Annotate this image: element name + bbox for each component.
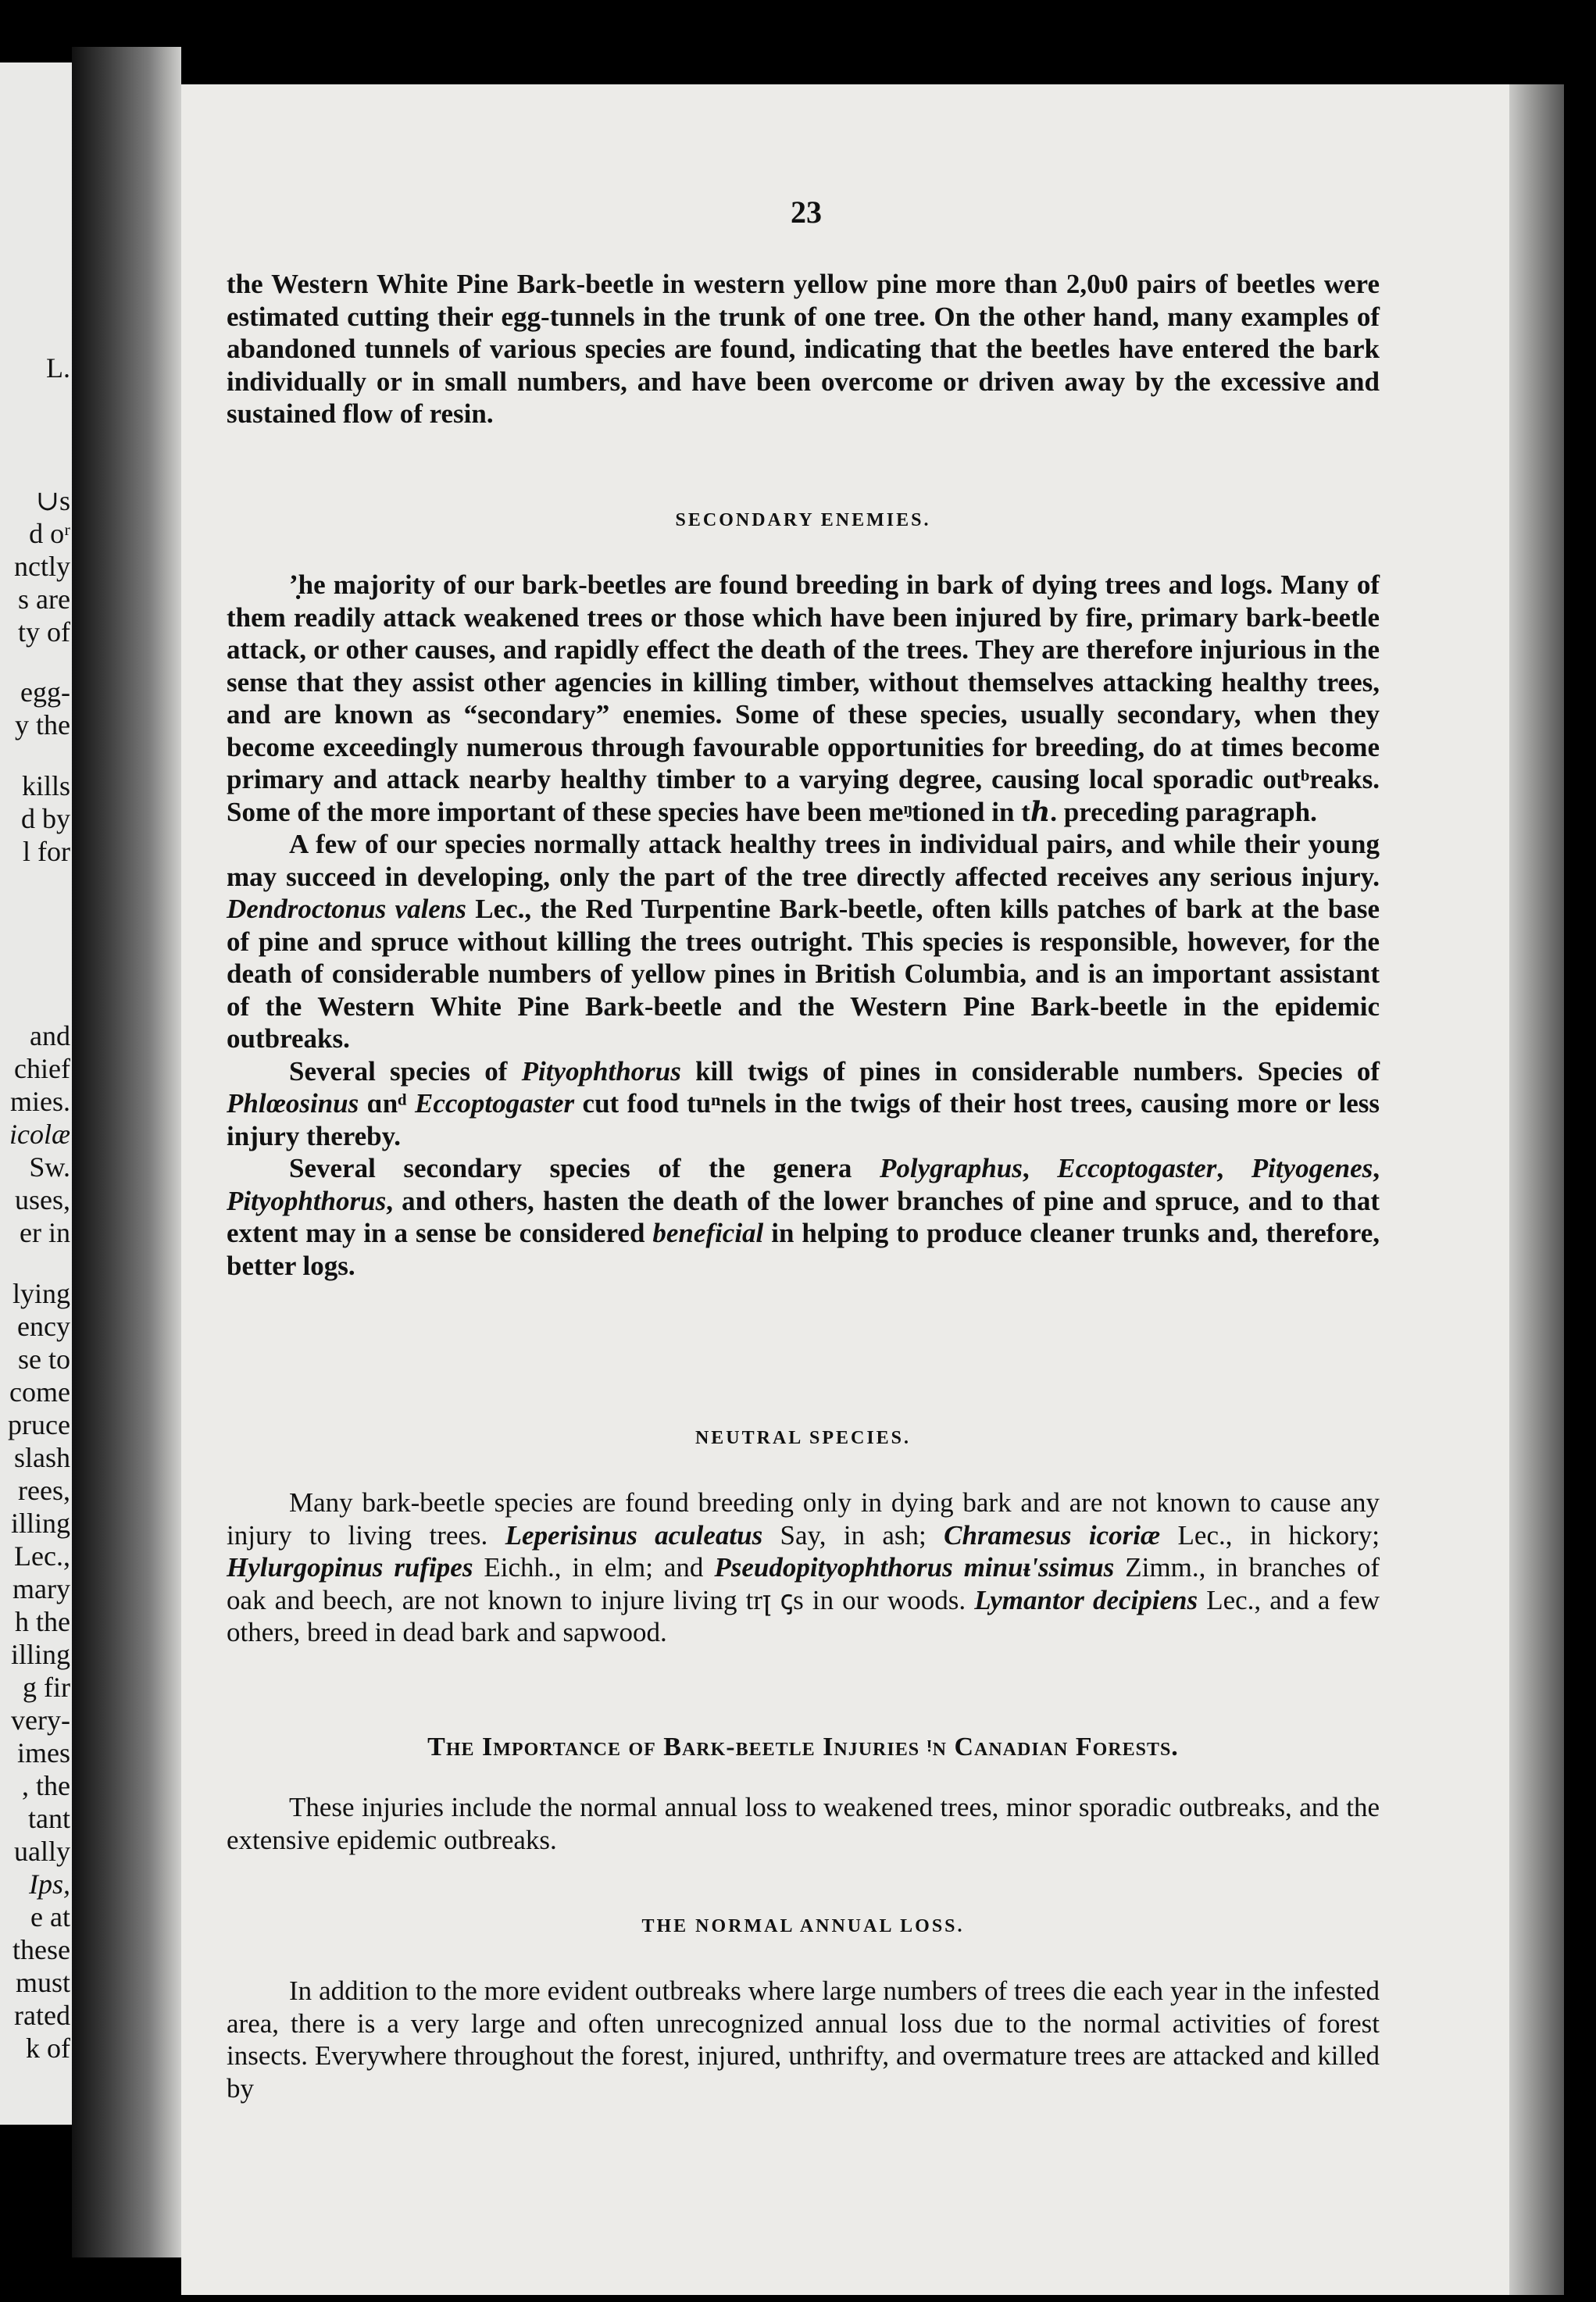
normal-annual-loss-body bbox=[227, 1975, 1380, 2104]
intro-paragraph: the Western White Pine Bark-beetle in western yellow pine more than 2,0υ0 pairs of beetles were estimated cutting their egg-tunnels in the trunk of one tree. On the other hand, many examples of abandoned tunnels of various species are found, indicating that the beetles have entered the bark individually or in small numbers, and have been overcome or driven away by the excessive and sustained flow of resin. bbox=[227, 269, 1380, 429]
left-page-fragment: these bbox=[12, 1934, 70, 1965]
left-page-fragment: illing bbox=[10, 1639, 70, 1670]
paragraph: Many bark-beetle species are found breeding only in dying bark and are not known to cause any injury to living trees. Leperisinus aculeatus Say, in ash; Chramesus icoriæ Lec., in hickory; Hylurgopinus rufipes Eichh., in elm; and Pseudopityophthorus minuᵼ'ssimus Zimm., in branches of oak and beech, are not known to injure living trꞁ ꞔs in our woods. Lymantor decipiens Lec., and a few others, breed in dead bark and sapwood. bbox=[227, 1487, 1380, 1647]
page-edge bbox=[1509, 84, 1564, 2295]
left-page-fragment: er in bbox=[20, 1217, 70, 1248]
secondary-enemies-body bbox=[227, 569, 1380, 1282]
book-page bbox=[181, 84, 1509, 2295]
left-page-fragment: chief bbox=[14, 1053, 70, 1084]
importance-body bbox=[227, 1791, 1380, 1856]
left-page-fragment: mary bbox=[12, 1573, 70, 1604]
paragraph: A few of our species normally attack healthy trees in individual pairs, and while their young may succeed in developing, only the part of the tree directly affected receives any serious injury. Dendroctonus valens Lec., the Red Turpentine Bark-beetle, often kills patches of bark at the base of pine and spruce without killing the trees outright. This species is responsible, however, for the death of considerable numbers of yellow pines in British Columbia, and is an important assistant of the Western White Pine Bark-beetle and the Western Pine Bark-beetle in the epidemic outbreaks. bbox=[227, 829, 1380, 1054]
left-page-fragment: tant bbox=[28, 1803, 70, 1834]
paragraph: Several secondary species of the genera Polygraphus, Eccoptogaster, Pityogenes, Pityophthorus, and others, hasten the death of the lower branches of pine and spruce, and to that extent may in a sense be considered beneficial in helping to produce cleaner trunks and, therefore, better logs. bbox=[227, 1153, 1380, 1281]
paragraph: Several species of Pityophthorus kill twigs of pines in considerable numbers. Species of Phlœosinus ɑnᵈ Eccoptogaster cut food tuⁿnels in the twigs of their host trees, causing more or less injury thereby. bbox=[227, 1055, 1380, 1151]
left-page-fragment: kills bbox=[21, 770, 70, 801]
left-page-fragment: pruce bbox=[8, 1409, 70, 1440]
left-page-fragment: d oʳ bbox=[29, 518, 70, 549]
left-page-fragment: egg- bbox=[20, 676, 70, 708]
left-page-fragment: Lec., bbox=[14, 1540, 70, 1572]
left-page-fragment: L. bbox=[46, 352, 70, 384]
left-page-fragment: mies. bbox=[10, 1086, 70, 1117]
heading-neutral-species: NEUTRAL SPECIES. bbox=[694, 1428, 912, 1448]
left-page-fragment: ually bbox=[14, 1836, 70, 1867]
left-page-fragment: ∪s bbox=[35, 485, 70, 516]
left-page-fragment: lying bbox=[12, 1278, 70, 1309]
neutral-species-body bbox=[227, 1486, 1380, 1649]
left-page-fragment: and bbox=[30, 1020, 70, 1051]
left-page-fragment: h the bbox=[15, 1606, 70, 1637]
left-page-fragment: Sw. bbox=[29, 1151, 70, 1183]
left-page-fragment: rated bbox=[14, 2000, 70, 2031]
left-page-fragment: y the bbox=[15, 709, 70, 741]
left-facing-page bbox=[0, 62, 72, 2125]
left-page-fragment: uses, bbox=[15, 1184, 70, 1215]
left-page-fragment: come bbox=[9, 1376, 70, 1408]
left-page-fragment: rees, bbox=[18, 1475, 70, 1506]
heading-importance: The Importance of Bark-beetle Injuries ᵎn Canadian Forests. bbox=[427, 1733, 1179, 1761]
book-gutter bbox=[72, 47, 181, 2257]
left-page-fragment: e at bbox=[30, 1901, 70, 1933]
paragraph: These injuries include the normal annual loss to weakened trees, minor sporadic outbreaks, and the extensive epidemic outbreaks. bbox=[227, 1792, 1380, 1855]
left-page-fragment: illing bbox=[10, 1508, 70, 1539]
left-page-fragment: k of bbox=[26, 2033, 70, 2064]
left-page-fragment: ency bbox=[17, 1311, 70, 1342]
left-page-fragment: ty of bbox=[18, 616, 70, 648]
left-page-fragment: , the bbox=[22, 1770, 70, 1801]
left-page-fragment: icolæ bbox=[9, 1119, 70, 1150]
left-page-fragment: d by bbox=[21, 803, 70, 834]
left-page-fragment: g fir bbox=[23, 1672, 70, 1703]
left-page-fragment: nctly bbox=[14, 551, 70, 582]
heading-normal-annual-loss: THE NORMAL ANNUAL LOSS. bbox=[641, 1916, 965, 1936]
heading-secondary-enemies: SECONDARY ENEMIES. bbox=[675, 510, 931, 530]
left-page-fragment: se to bbox=[18, 1344, 70, 1375]
left-page-fragment: slash bbox=[14, 1442, 70, 1473]
left-page-fragment: Ips, bbox=[29, 1868, 70, 1900]
left-page-fragment: very- bbox=[11, 1704, 70, 1736]
left-page-fragment: s are bbox=[18, 584, 70, 615]
left-page-fragment: imes bbox=[17, 1737, 70, 1768]
left-page-fragment: must bbox=[15, 1967, 70, 1998]
left-page-fragment: l for bbox=[23, 836, 70, 867]
paragraph: ʼ̣he majority of our bark-beetles are found breeding in bark of dying trees and logs. Many of them readily attack weakened trees or those which have been injured by fire, primary bark-beetle attack, or other causes, and rapidly effect the death of the trees. They are therefore injurious in the sense that they assist other agencies in killing timber, without themselves attacking healthy trees, and are known as “secondary” enemies. Some of these species, usually secondary, when they become exceedingly numerous through favourable opportunities for breeding, do at times become primary and attack nearby healthy timber to a varying degree, causing local sporadic outᵇreaks. Some of the more important of these species have been meᵑtioned in tℎ. preceding paragraph. bbox=[227, 569, 1380, 827]
page-number: 23 bbox=[791, 195, 822, 230]
paragraph: In addition to the more evident outbreaks where large numbers of trees die each year in the infested area, there is a very large and often unrecognized annual loss due to the normal activities of forest insects. Everywhere throughout the forest, injured, unthrifty, and overmature trees are attacked and killed by bbox=[227, 1975, 1380, 2104]
